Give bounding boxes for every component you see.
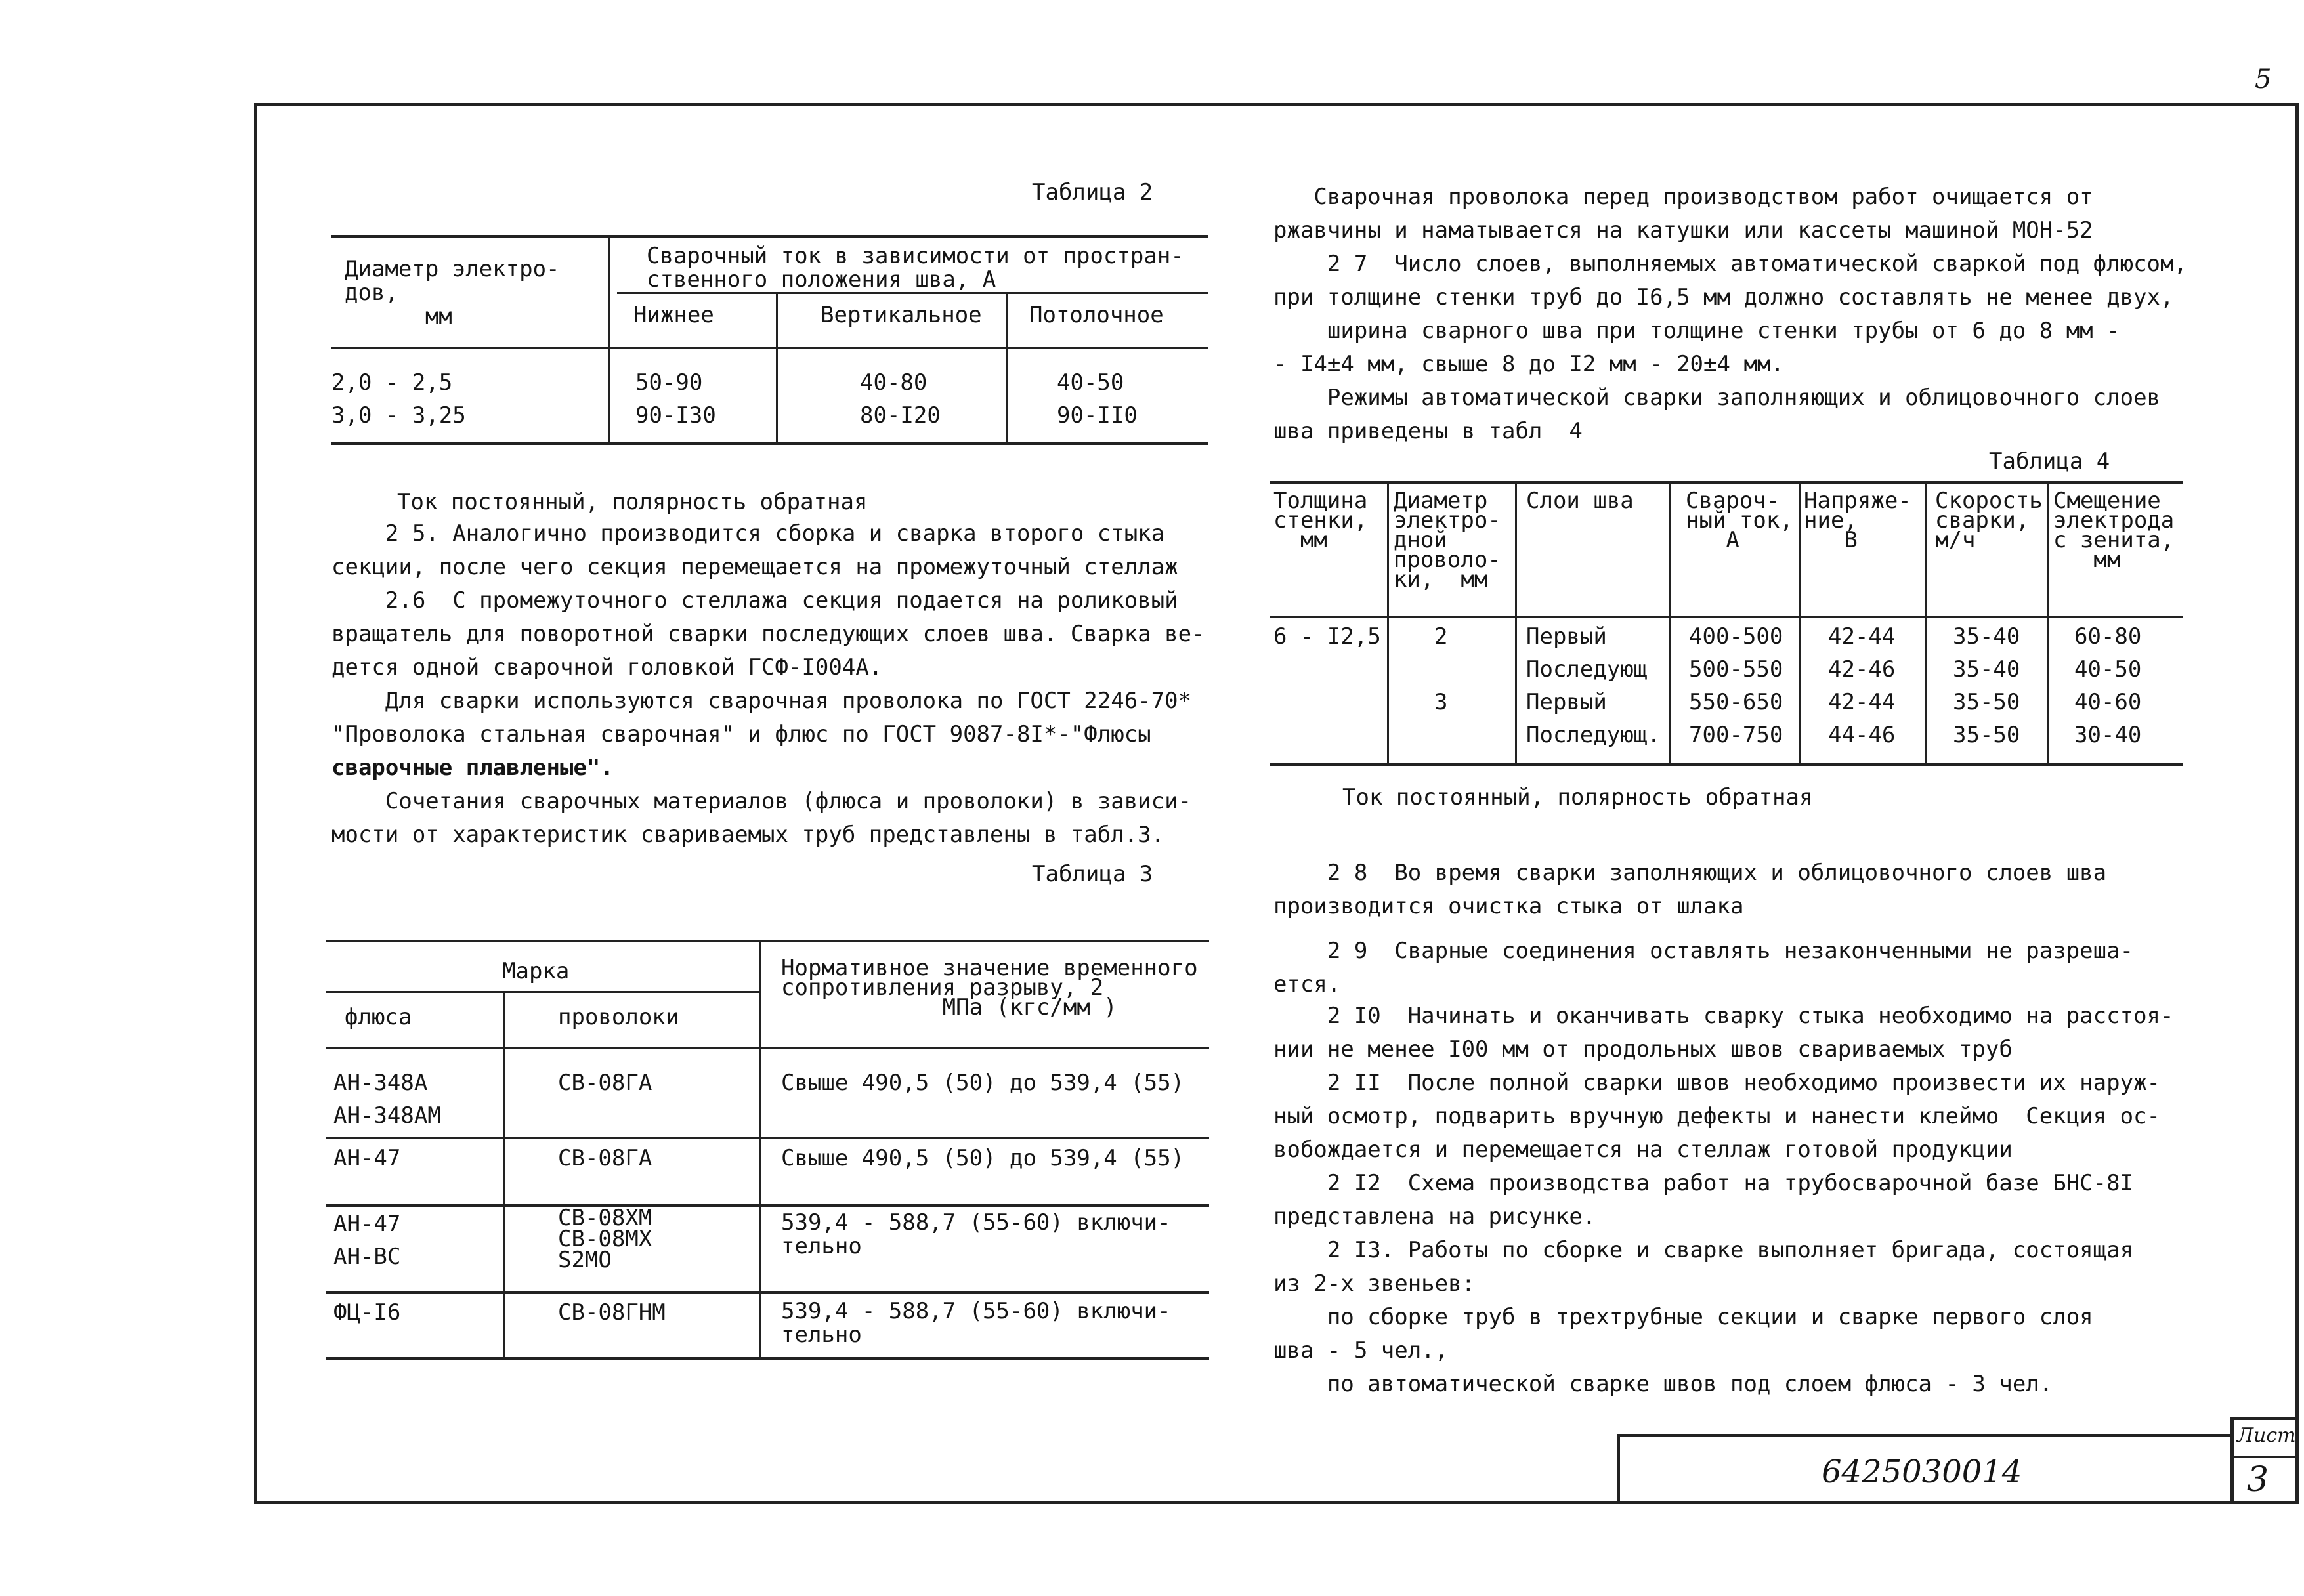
table4-header: Свароч- ный ток, А [1686, 488, 1793, 553]
table4-offset: 30-40 [2074, 722, 2142, 748]
table4-speed: 35-40 [1953, 656, 2020, 682]
table3-row-flux: АН-47 [333, 1145, 401, 1171]
table2-row-ceiling: 40-50 [1057, 369, 1124, 396]
table4-header: Напряже- ние, В [1804, 488, 1911, 553]
sheet-number: 3 [2247, 1460, 2269, 1500]
table4-speed: 35-50 [1953, 722, 2020, 748]
page-number: 5 [2255, 64, 2272, 94]
table3-header-flux: флюса [345, 1004, 412, 1030]
table4-diameter: 3 [1434, 689, 1448, 715]
table3-row-value: Свыше 490,5 (50) до 539,4 (55) [781, 1070, 1185, 1096]
table2-sub-bottom: Нижнее [633, 302, 714, 328]
table3-row-flux: АН-348А АН-348АМ [333, 1070, 441, 1129]
table2-row-bottom: 50-90 [635, 369, 703, 396]
table4-header: Слои шва [1526, 488, 1634, 514]
table2-caption: Таблица 2 [1032, 179, 1153, 205]
table3-row-flux: АН-47 АН-ВС [333, 1211, 401, 1270]
right-para-2-9: 2 9 Сварные соединения оставлять незаконченными не разреша- ется. [1273, 938, 2134, 998]
table4-voltage: 42-44 [1828, 689, 1896, 715]
table3-row-wire: СВ-08ХМ СВ-08МХ S2МО [558, 1205, 652, 1273]
right-para-2-8: 2 8 Во время сварки заполняющих и облицовочного слоев шва производится очистка стыка от шлака [1273, 860, 2107, 919]
table3-row-value: 539,4 - 588,7 (55-60) включи- тельно [781, 1298, 1171, 1348]
table2-row-diameter: 2,0 - 2,5 [331, 369, 453, 396]
table4-current: 550-650 [1689, 689, 1783, 715]
table4-layer: Последующ [1526, 656, 1648, 682]
table4-header: Диаметр электро- дной проволо- ки, мм [1394, 488, 1501, 593]
table3-row-value: 539,4 - 588,7 (55-60) включи- тельно [781, 1209, 1171, 1259]
table4-caption: Таблица 4 [1989, 448, 2110, 474]
table4-voltage: 44-46 [1828, 722, 1896, 748]
document-code: 6425030014 [1822, 1454, 2022, 1490]
table4-current: 700-750 [1689, 722, 1783, 748]
table2-sub-ceiling: Потолочное [1029, 302, 1164, 328]
table4-layer: Первый [1526, 623, 1607, 650]
table3-row-value: Свыше 490,5 (50) до 539,4 (55) [781, 1145, 1185, 1171]
table3-header-wire: проволоки [558, 1004, 679, 1030]
right-current-note: Ток постоянный, полярность обратная [1342, 784, 1813, 810]
table4-thickness: 6 - I2,5 [1273, 623, 1381, 650]
right-top-paragraphs: Сварочная проволока перед производством работ очищается от ржавчины и наматывается на катушки или кассеты машиной МОН-52 2 7 Число слоев, выполняемых автоматической сваркой под флюсом, при толщине стенки труб до I6,5 мм должно составлять не менее двух, ширина сварного шва при толщине стенки трубы от 6 до 8 мм - - I4±4 мм, свыше 8 до I2 мм - 20±4 мм. Режимы автоматической сварки заполняющих и облицовочного слоев шва приведены в табл 4 [1273, 184, 2187, 444]
table2-sub-vertical: Вертикальное [821, 302, 982, 328]
left-current-note: Ток постоянный, полярность обратная [397, 489, 868, 515]
table4-layer: Последующ. [1526, 722, 1661, 748]
table4-current: 500-550 [1689, 656, 1783, 682]
table4-offset: 40-60 [2074, 689, 2142, 715]
table4-header: Толщина стенки, мм [1273, 488, 1368, 553]
table3-caption: Таблица 3 [1032, 861, 1153, 887]
table4-offset: 60-80 [2074, 623, 2142, 650]
table2-row-vertical: 40-80 [860, 369, 928, 396]
table2-row-ceiling: 90-II0 [1057, 402, 1138, 429]
table4-offset: 40-50 [2074, 656, 2142, 682]
table4-speed: 35-50 [1953, 689, 2020, 715]
table2-row-vertical: 80-I20 [860, 402, 941, 429]
right-para-2-10-to-2-13: 2 I0 Начинать и оканчивать сварку стыка необходимо на расстоя- нии не менее I00 мм от продольных швов свариваемых труб 2 II После полной сварки швов необходимо произвести их наруж- ный осмотр, подварить вручную дефекты и нанести клеймо Секция ос- вобождается и перемещается на стеллаж готовой продукции 2 I2 Схема производства работ на трубосварочной базе БНС-8I представлена на рисунке. 2 I3. Работы по сборке и сварке выполняет бригада, состоящая из 2-х звеньев: по сборке труб в трехтрубные секции и сварке первого слоя шва - 5 чел., по автоматической сварке швов под слоем флюса - 3 чел. [1273, 1003, 2174, 1397]
table3-row-flux: ФЦ-I6 [333, 1299, 401, 1326]
table4-speed: 35-40 [1953, 623, 2020, 650]
table4-layer: Первый [1526, 689, 1607, 715]
table2-row-diameter: 3,0 - 3,25 [331, 402, 466, 429]
table3-row-wire: СВ-08ГНМ [558, 1299, 666, 1326]
table4-header: Скорость сварки, м/ч [1935, 488, 2043, 553]
table4-diameter: 2 [1434, 623, 1448, 650]
table3-header-brand: Марка [502, 958, 570, 984]
table4-current: 400-500 [1689, 623, 1783, 650]
table2-row-bottom: 90-I30 [635, 402, 716, 429]
table2-header-current: Сварочный ток в зависимости от простран- ственного положения шва, А [647, 243, 1184, 293]
table3-row-wire: СВ-08ГА [558, 1070, 652, 1096]
left-paragraphs: 2 5. Аналогично производится сборка и сварка второго стыка секции, после чего секция перемещается на промежуточный стеллаж 2.6 С промежуточного стеллажа секция подается на роликовый вращатель для поворотной сварки последующих слоев шва. Сварка ве- дется одной сварочной головкой ГСФ-I004А. Для сварки используются сварочная проволока по ГОСТ 2246-70* "Проволока стальная сварочная" и флюс по ГОСТ 9087-8I*-"Флюсы сварочные плавленые". Сочетания сварочных материалов (флюса и проволоки) в зависи- мости от характеристик свариваемых труб представлены в табл.3. [331, 520, 1205, 848]
table4-voltage: 42-46 [1828, 656, 1896, 682]
sheet-label: Лист [2237, 1424, 2296, 1447]
table4-voltage: 42-44 [1828, 623, 1896, 650]
table3-header-norm: Нормативное значение временного сопротивления разрыву, 2 МПа (кгс/мм ) [781, 955, 1198, 1020]
table3-row-wire: СВ-08ГА [558, 1145, 652, 1171]
table4-header: Смещение электрода с зенита, мм [2053, 488, 2175, 573]
table2-header-diameter: Диаметр электро- дов, мм [345, 256, 560, 329]
